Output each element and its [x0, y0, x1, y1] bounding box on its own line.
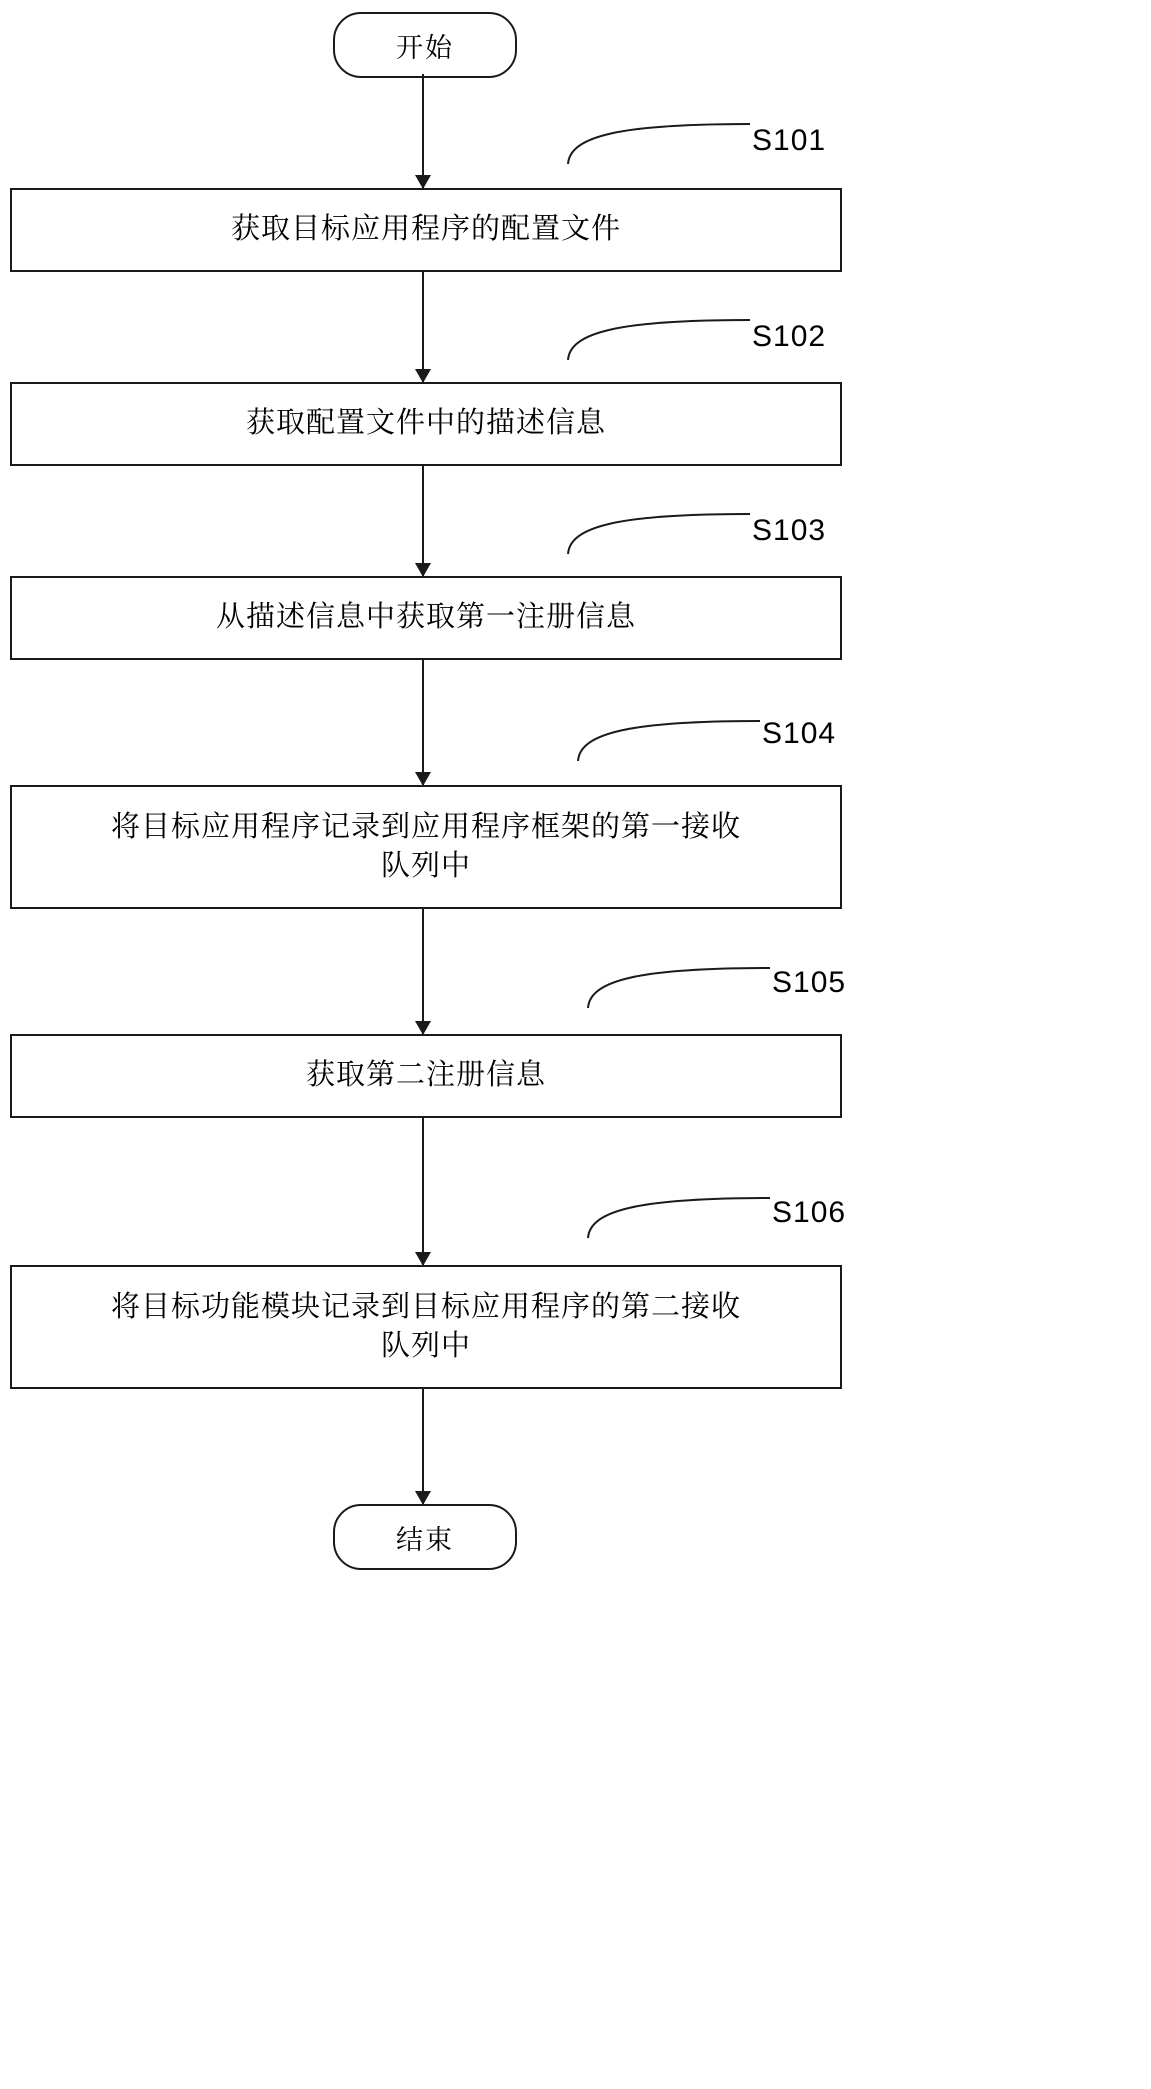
- end-terminal: [333, 1504, 517, 1570]
- step-id-S106: S106: [772, 1196, 847, 1229]
- arrow-step3-to-step4: [422, 660, 424, 785]
- process-box-S102: [10, 382, 842, 466]
- leader-line-S105: [580, 962, 780, 1008]
- step-id-S105: S105: [772, 966, 847, 999]
- process-text-S105: 获取第二注册信息: [305, 1059, 546, 1092]
- arrow-start-to-step1: [422, 74, 424, 188]
- step-id-S104: S104: [762, 717, 837, 750]
- process-box-S101: [10, 188, 842, 272]
- leader-line-S106: [580, 1192, 780, 1238]
- process-box-S103: [10, 576, 842, 660]
- process-text-S101: 获取目标应用程序的配置文件: [230, 213, 621, 246]
- leader-line-S101: [560, 118, 760, 164]
- arrow-step2-to-step3: [422, 466, 424, 576]
- step-id-S101: S101: [752, 124, 827, 157]
- leader-line-S103: [560, 508, 760, 554]
- end-label: 结束: [396, 1524, 454, 1555]
- arrow-step1-to-step2: [422, 272, 424, 382]
- process-text-S106: 将目标功能模块记录到目标应用程序的第二接收 队列中: [110, 1290, 741, 1362]
- step-id-S103: S103: [752, 514, 827, 547]
- arrow-step6-to-end: [422, 1389, 424, 1504]
- step-id-S102: S102: [752, 320, 827, 353]
- leader-line-S104: [570, 715, 770, 761]
- arrow-step4-to-step5: [422, 909, 424, 1034]
- process-box-S104: [10, 785, 842, 909]
- arrow-step5-to-step6: [422, 1118, 424, 1265]
- start-label: 开始: [396, 32, 454, 63]
- process-text-S102: 获取配置文件中的描述信息: [245, 407, 606, 440]
- process-text-S104: 将目标应用程序记录到应用程序框架的第一接收 队列中: [110, 810, 741, 882]
- start-terminal: [333, 12, 517, 78]
- process-text-S103: 从描述信息中获取第一注册信息: [215, 601, 636, 634]
- process-box-S105: [10, 1034, 842, 1118]
- process-box-S106: [10, 1265, 842, 1389]
- leader-line-S102: [560, 314, 760, 360]
